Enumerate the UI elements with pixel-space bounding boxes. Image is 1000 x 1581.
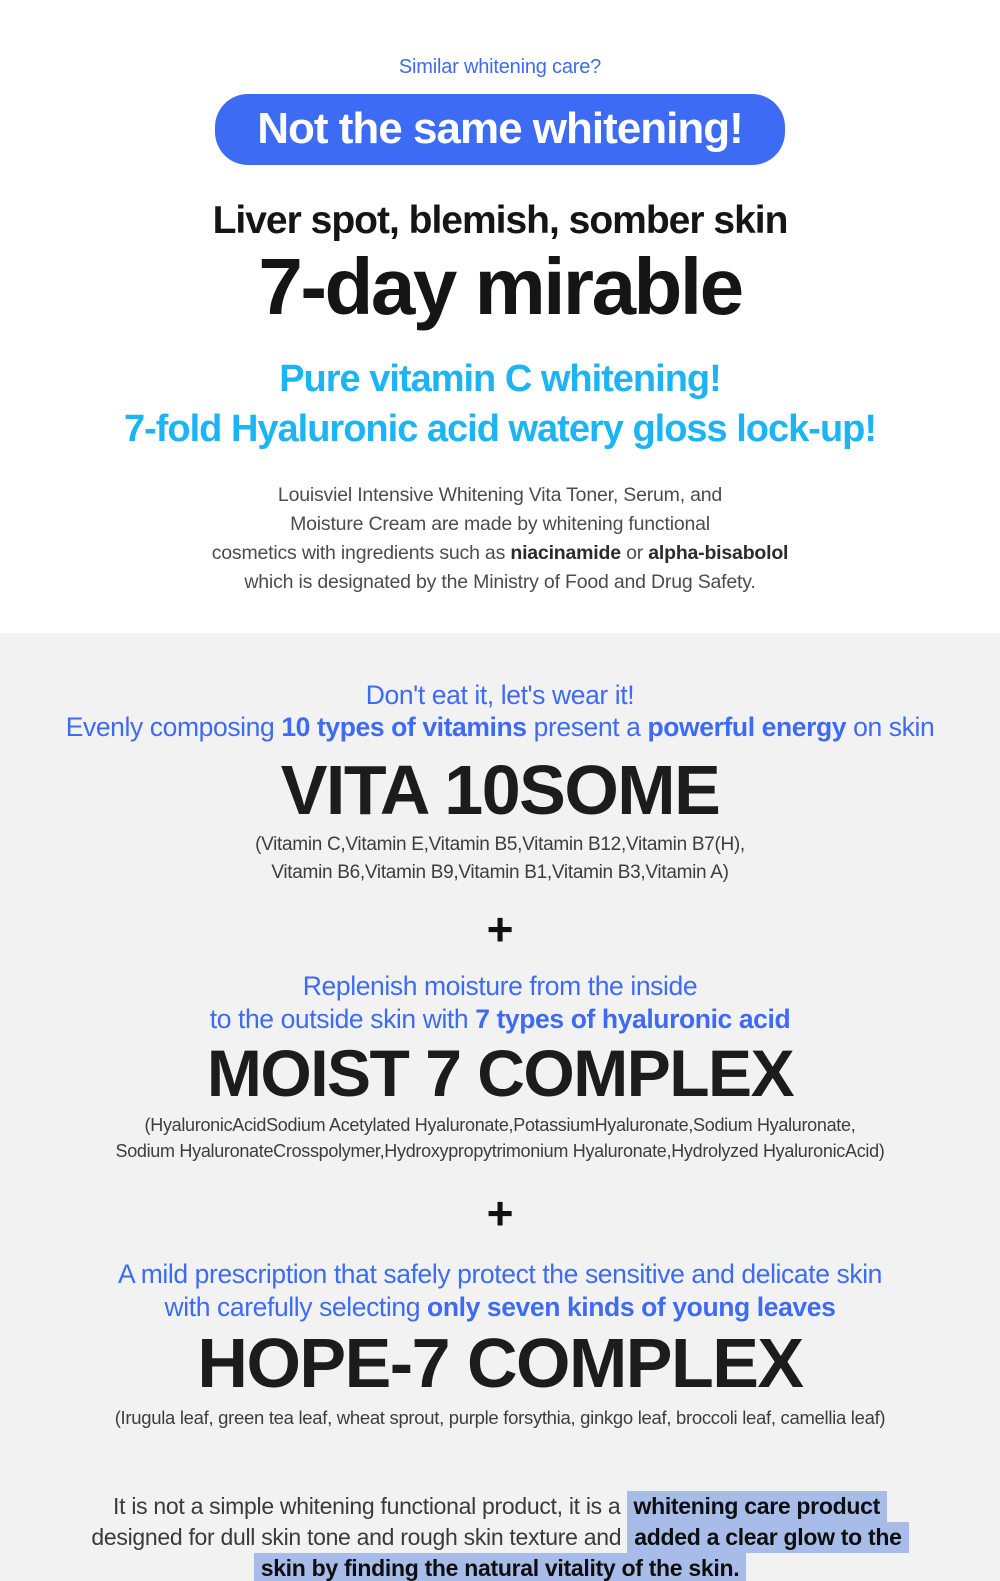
hope-ingredient-list [0, 1405, 1000, 1432]
hero-banner-pill: Not the same whitening! [215, 94, 784, 165]
hero-cyan-line-2: 7-fold Hyaluronic acid watery gloss lock-up! [123, 408, 877, 451]
highlighted-text: added a clear glow to the [627, 1522, 908, 1553]
hope-intro [0, 1258, 1000, 1323]
moist-ingredients-line-2: Sodium HyaluronateCrosspolymer,Hydroxypropytrimonium Hyaluronate,Hydrolyzed HyaluronicAcid) [115, 1141, 885, 1162]
hero-desc-line-1: Louisviel Intensive Whitening Vita Toner, Serum, and [277, 483, 723, 506]
hero-desc-line-2: Moisture Cream are made by whitening functional [290, 512, 710, 535]
moist-intro [0, 970, 1000, 1035]
vita-ingredient-list [0, 831, 1000, 886]
plus-separator-1: + [486, 903, 514, 956]
hero-desc-line-4: which is designated by the Ministry of Food and Drug Safety. [244, 571, 756, 594]
hero-description [0, 481, 1000, 598]
vita-ingredients-line-1: (Vitamin C,Vitamin E,Vitamin B5,Vitamin B12,Vitamin B7(H), [255, 834, 745, 856]
plus-separator-2: + [486, 1187, 514, 1240]
vita-heading: VITA 10SOME [280, 750, 720, 829]
hope-heading: HOPE-7 COMPLEX [197, 1324, 803, 1403]
hero-highlight-lines [0, 354, 1000, 454]
outro-line-1: It is not a simple whitening functional product, it is a whitening care product [0, 1491, 1000, 1522]
hope-intro-line-2: with carefully selecting only seven kinds of young leaves [164, 1291, 836, 1322]
hero-subtitle: Liver spot, blemish, somber skin [212, 199, 788, 242]
vita-intro-line-2: Evenly composing 10 types of vitamins present a powerful energy on skin [65, 712, 935, 743]
moist-ingredient-list [0, 1112, 1000, 1164]
ingredient-niacinamide: niacinamide [510, 542, 621, 564]
vita-intro-line-1: Don't eat it, let's wear it! [365, 680, 635, 710]
hope-ingredients-line-1: (Irugula leaf, green tea leaf, wheat sprout, purple forsythia, ginkgo leaf, broccoli leaf, camellia leaf) [114, 1406, 886, 1428]
hero-title: 7-day mirable [258, 242, 742, 331]
vita-ingredients-line-2: Vitamin B6,Vitamin B9,Vitamin B1,Vitamin B3,Vitamin A) [271, 861, 729, 883]
hero-section [0, 0, 1000, 633]
outro-paragraph [0, 1491, 1000, 1581]
moist-ingredients-line-1: (HyaluronicAcidSodium Acetylated Hyaluronate,PotassiumHyaluronate,Sodium Hyaluronate, [144, 1115, 856, 1136]
ingredient-alpha-bisabolol: alpha-bisabolol [648, 542, 789, 564]
highlighted-text: skin by finding the natural vitality of the skin. [254, 1553, 747, 1581]
hero-tagline: Similar whitening care? [398, 56, 602, 78]
hope-intro-line-1: A mild prescription that safely protect the sensitive and delicate skin [117, 1259, 883, 1290]
ingredients-section [0, 633, 1000, 1581]
highlighted-text: whitening care product [627, 1491, 887, 1522]
vita-intro [0, 679, 1000, 744]
outro-line-2: designed for dull skin tone and rough skin texture and added a clear glow to the [0, 1522, 1000, 1553]
moist-heading: MOIST 7 COMPLEX [206, 1035, 794, 1110]
moist-intro-line-2: to the outside skin with 7 types of hyaluronic acid [209, 1003, 791, 1034]
outro-line-3 [0, 1553, 1000, 1581]
hero-desc-line-3: cosmetics with ingredients such as niacinamide or alpha-bisabolol [211, 542, 789, 564]
hero-cyan-line-1: Pure vitamin C whitening! [279, 358, 721, 401]
moist-intro-line-1: Replenish moisture from the inside [302, 971, 698, 1002]
